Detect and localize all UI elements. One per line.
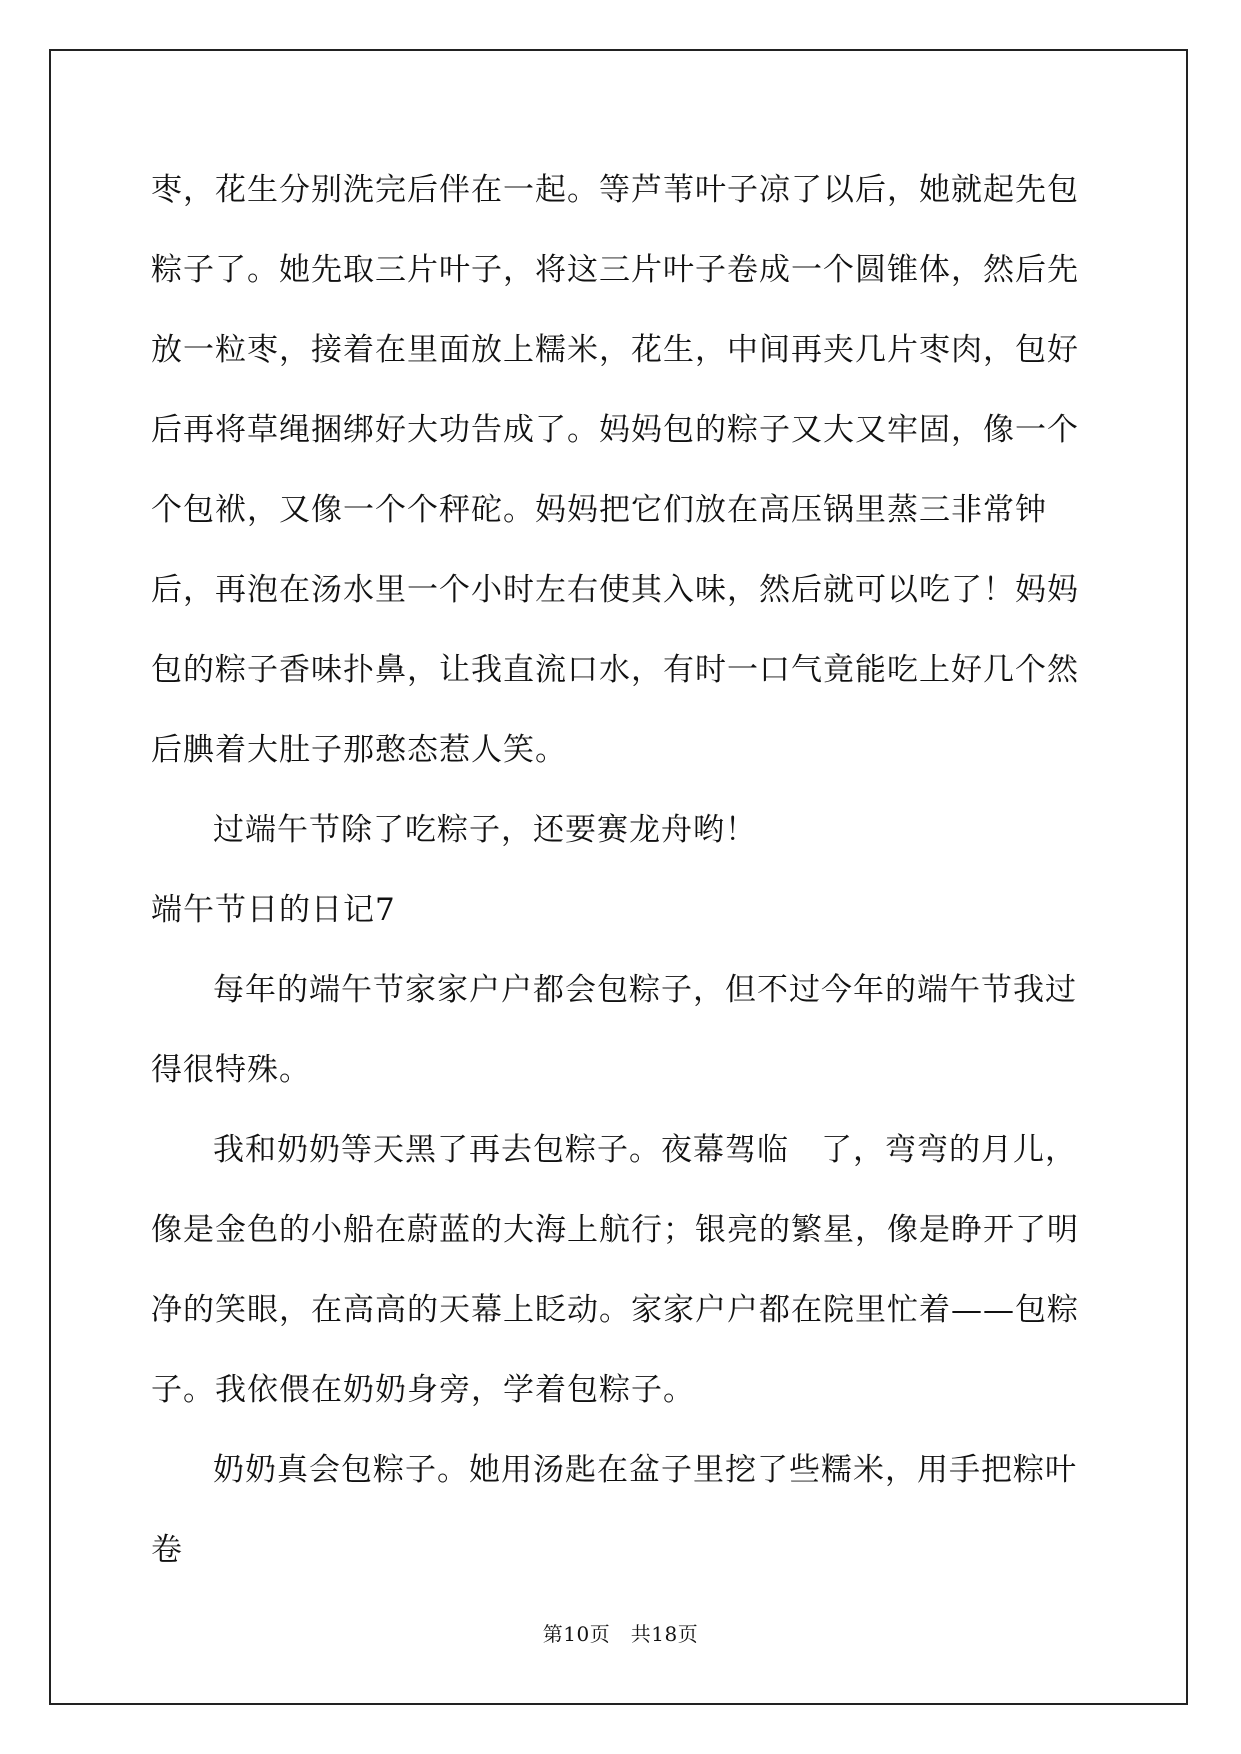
paragraph-grandma-wrapping: 奶奶真会包粽子。她用汤匙在盆子里挖了些糯米，用手把粽叶卷: [151, 1452, 1077, 1568]
section-heading: 端午节日的日记7: [151, 892, 396, 928]
paragraph-dragon-boat: 过端午节除了吃粽子，还要赛龙舟哟！: [213, 812, 757, 848]
paragraph-continuation: 枣，花生分别洗完后伴在一起。等芦苇叶子凉了以后，她就起先包粽子了。她先取三片叶子，将这三片叶子卷成一个圆锥体，然后先放一粒枣，接着在里面放上糯米，花生，中间再夹几片枣肉，包好后再将草绳捆绑好大功告成了。妈妈包的粽子又大又牢固，像一个个包袱，又像一个个秤砣。妈妈把它们放在高压锅里蒸三非常钟后，再泡在汤水里一个小时左右使其入味，然后就可以吃了！妈妈包的粽子香味扑鼻，让我直流口水，有时一口气竟能吃上好几个然后腆着大肚子那憨态惹人笑。: [151, 172, 1079, 768]
paragraph-special-festival: 每年的端午节家家户户都会包粽子，但不过今年的端午节我过得很特殊。: [151, 972, 1077, 1088]
paragraph-night-scene: 我和奶奶等天黑了再去包粽子。夜幕驾临 了，弯弯的月儿，像是金色的小船在蔚蓝的大海上航行；银亮的繁星，像是睁开了明净的笑眼，在高高的天幕上眨动。家家户户都在院里忙着——包粽子。我依偎在奶奶身旁，学着包粽子。: [151, 1132, 1079, 1408]
document-body: [151, 150, 1091, 1590]
page-number-footer: 第10页 共18页: [542, 1622, 699, 1646]
